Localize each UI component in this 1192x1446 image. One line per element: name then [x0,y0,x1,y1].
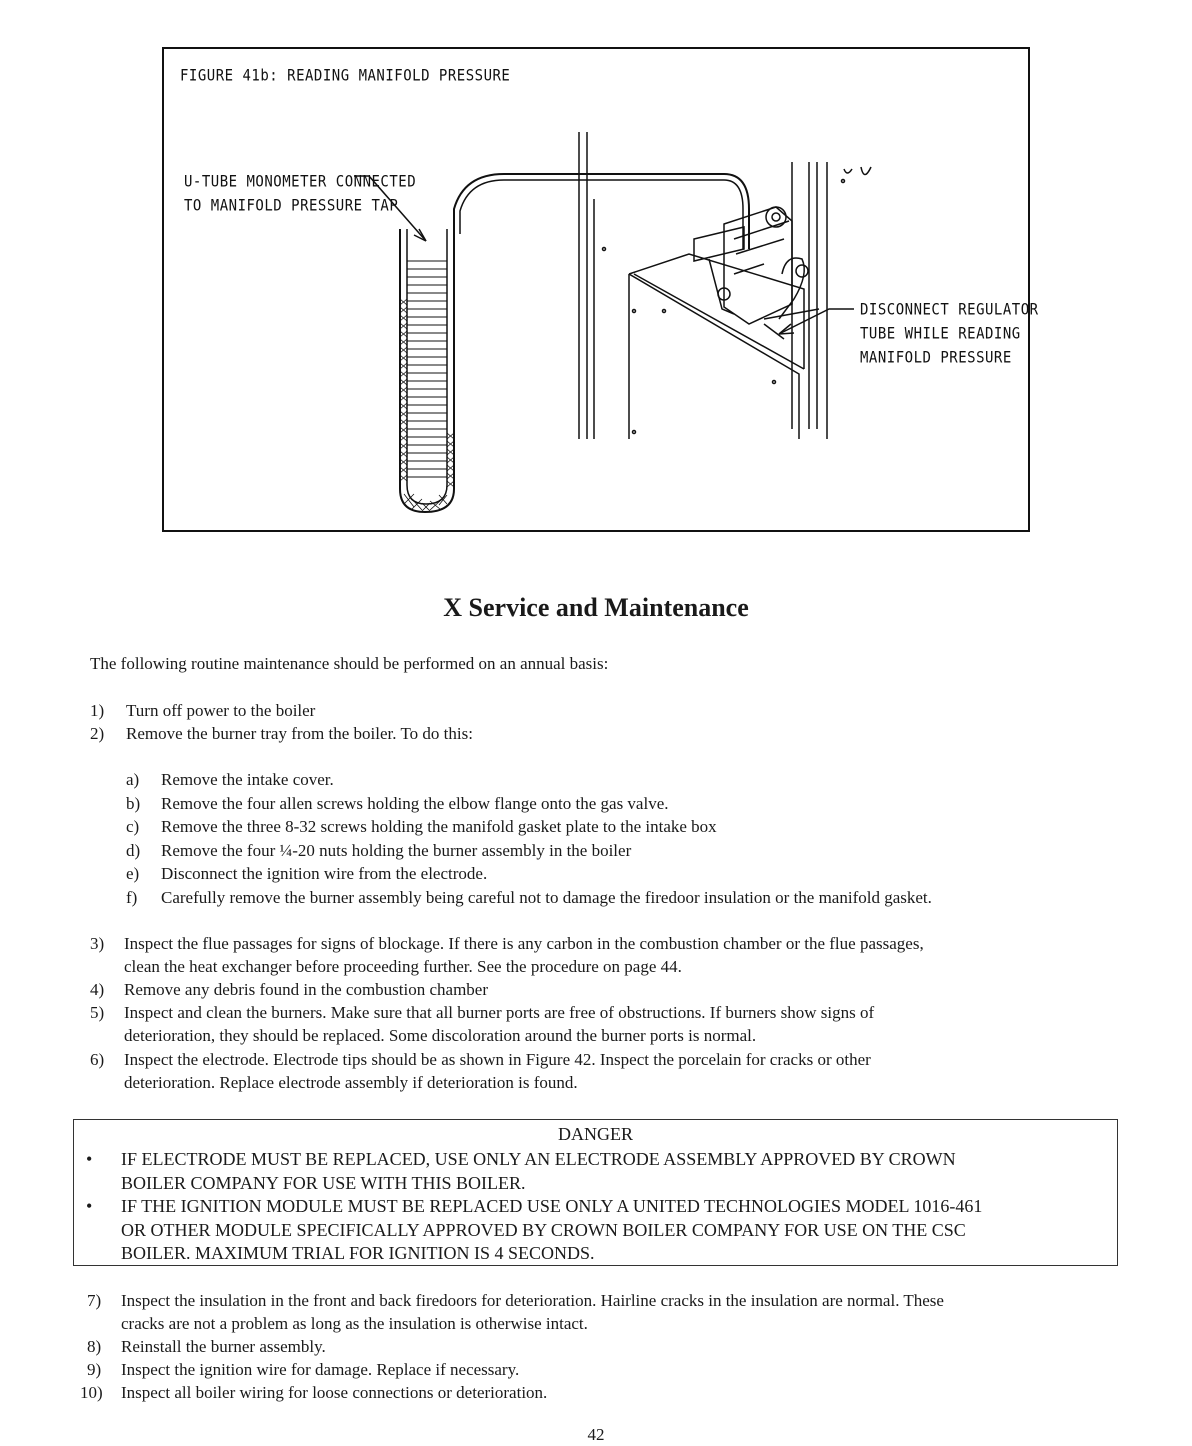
step-text: Remove the burner tray from the boiler. To do this: [126,724,473,743]
danger-text-line: IF ELECTRODE MUST BE REPLACED, USE ONLY AN ELECTRODE ASSEMBLY APPROVED BY CROWN [121,1149,956,1169]
step-text-line: Inspect and clean the burners. Make sure that all burner ports are free of obstructions. If burners show signs of [124,1003,875,1022]
step-text-line: clean the heat exchanger before proceeding further. See the procedure on page 44. [124,957,682,976]
substep-letter: d) [126,841,141,860]
step-text-line: Inspect all boiler wiring for loose connections or deterioration. [121,1383,548,1402]
danger-box [73,1119,1118,1266]
step-number: 3) [90,934,105,953]
step-number: 4) [90,980,105,999]
section-title: X Service and Maintenance [443,593,749,622]
step-number: 10) [80,1383,103,1402]
bullet-icon: • [86,1149,93,1169]
step-number: 9) [87,1360,102,1379]
figure-41b [162,47,1039,532]
step-number: 8) [87,1337,102,1356]
manometer-label-line-1: U-TUBE MONOMETER CONNECTED [184,172,417,191]
substep-text: Disconnect the ignition wire from the electrode. [161,864,488,883]
regulator-label-line-2: TUBE WHILE READING [860,324,1021,343]
step-text-line: Inspect the flue passages for signs of blockage. If there is any carbon in the combustion chamber or the flue passages, [124,934,924,953]
regulator-label-line-1: DISCONNECT REGULATOR [860,300,1039,319]
regulator-label-line-3: MANIFOLD PRESSURE [860,348,1012,367]
substep-text: Carefully remove the burner assembly being careful not to damage the firedoor insulation or the manifold gasket. [161,888,932,907]
substep-text: Remove the four allen screws holding the elbow flange onto the gas valve. [161,794,669,813]
step-number: 6) [90,1050,105,1069]
substep-letter: c) [126,817,140,836]
step-text-line: deterioration, they should be replaced. Some discoloration around the burner ports is normal. [124,1026,757,1045]
danger-title: DANGER [558,1124,633,1144]
danger-text-line: BOILER. MAXIMUM TRIAL FOR IGNITION IS 4 SECONDS. [121,1243,595,1263]
substep-letter: e) [126,864,140,883]
substep-text: Remove the four ¼-20 nuts holding the burner assembly in the boiler [161,841,632,860]
page-number: 42 [587,1425,605,1444]
intro-text: The following routine maintenance should be performed on an annual basis: [90,654,609,673]
danger-text-line: IF THE IGNITION MODULE MUST BE REPLACED USE ONLY A UNITED TECHNOLOGIES MODEL 1016-461 [121,1196,983,1216]
manometer-label-line-2: TO MANIFOLD PRESSURE TAP [184,196,399,215]
substep-letter: a) [126,770,140,789]
figure-caption: FIGURE 41b: READING MANIFOLD PRESSURE [180,66,511,85]
step-text-line: Reinstall the burner assembly. [121,1337,326,1356]
step-text-line: Inspect the ignition wire for damage. Replace if necessary. [121,1360,520,1379]
substep-letter: f) [126,888,138,907]
step-number: 7) [87,1291,102,1310]
substep-letter: b) [126,794,141,813]
bullet-icon: • [86,1196,93,1216]
step-number: 1) [90,701,105,720]
danger-text-line: BOILER COMPANY FOR USE WITH THIS BOILER. [121,1173,526,1193]
step-number: 2) [90,724,105,743]
step-text-line: Remove any debris found in the combustion chamber [124,980,488,999]
step-text-line: deterioration. Replace electrode assembly if deterioration is found. [124,1073,578,1092]
step-text-line: Inspect the insulation in the front and back firedoors for deterioration. Hairline cracks in the insulation are normal. These [121,1291,944,1310]
step-number: 5) [90,1003,105,1022]
danger-text-line: OR OTHER MODULE SPECIFICALLY APPROVED BY CROWN BOILER COMPANY FOR USE ON THE CSC [121,1220,966,1240]
step-text-line: cracks are not a problem as long as the insulation is otherwise intact. [121,1314,588,1333]
substep-text: Remove the intake cover. [161,770,334,789]
manometer-diagram [164,49,1028,530]
substep-text: Remove the three 8-32 screws holding the manifold gasket plate to the intake box [161,817,717,836]
step-text-line: Inspect the electrode. Electrode tips should be as shown in Figure 42. Inspect the porcelain for cracks or other [124,1050,871,1069]
step-text: Turn off power to the boiler [126,701,316,720]
